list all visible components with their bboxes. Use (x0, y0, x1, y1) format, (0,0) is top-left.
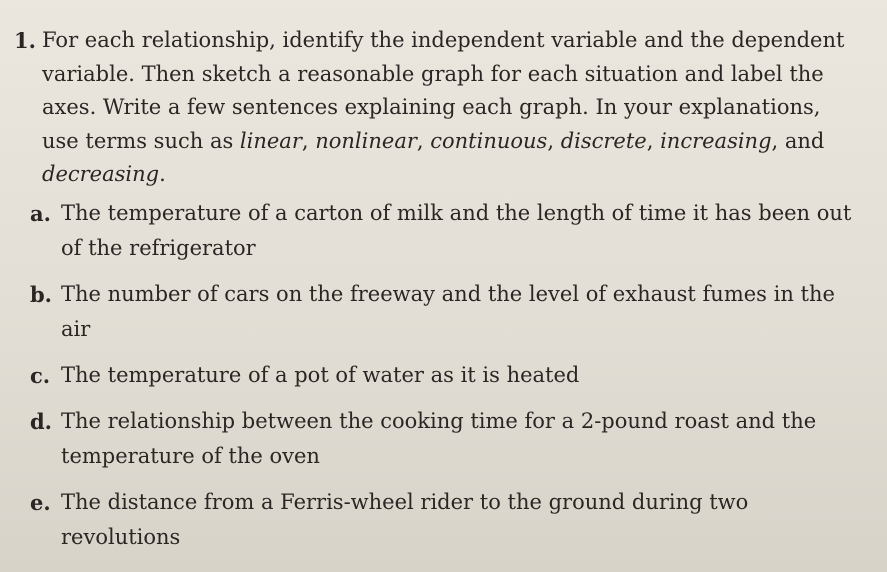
exercise-instructions (42, 24, 862, 192)
term-discrete: discrete (560, 128, 647, 153)
part-e (30, 485, 870, 555)
term-separator: , (301, 128, 316, 153)
term-increasing: increasing (660, 128, 772, 153)
term-decreasing: decreasing (42, 162, 160, 186)
term-separator: , (646, 128, 661, 153)
term-separator: , (547, 128, 561, 153)
part-text: The distance from a Ferris-wheel rider to the ground during two revolutions (61, 490, 749, 549)
term-separator: , and (771, 128, 825, 153)
part-letter: a. (30, 201, 51, 226)
exercise-number: 1. (14, 28, 36, 53)
term-continuous: continuous (430, 128, 548, 153)
instructions-text: For each relationship, identify the independent variable and the dependent variable. Then sketch a reasonable graph for each situation and label the axes. Write a few sentences explaining each graph. In your explanations, use terms such as (42, 28, 845, 153)
part-d (30, 404, 870, 474)
term-nonlinear: nonlinear (315, 128, 417, 153)
part-c (30, 358, 870, 393)
part-text: The number of cars on the freeway and the level of exhaust fumes in the air (61, 282, 835, 341)
part-letter: c. (30, 363, 51, 388)
exercise-1-header (14, 24, 874, 192)
exercise-parts-list (30, 196, 870, 566)
term-separator: , (416, 128, 431, 153)
part-letter: b. (30, 282, 52, 307)
term-linear: linear (239, 128, 302, 153)
part-letter: d. (30, 409, 52, 434)
sentence-end: . (159, 162, 166, 186)
part-letter: e. (30, 490, 51, 515)
part-text: The temperature of a pot of water as it is heated (61, 363, 580, 387)
part-a (30, 196, 870, 266)
part-text: The relationship between the cooking time for a 2-pound roast and the temperature of the oven (61, 409, 817, 468)
part-b (30, 277, 870, 347)
exercise-1 (14, 24, 874, 192)
part-text: The temperature of a carton of milk and the length of time it has been out of the refrigerator (61, 201, 852, 260)
